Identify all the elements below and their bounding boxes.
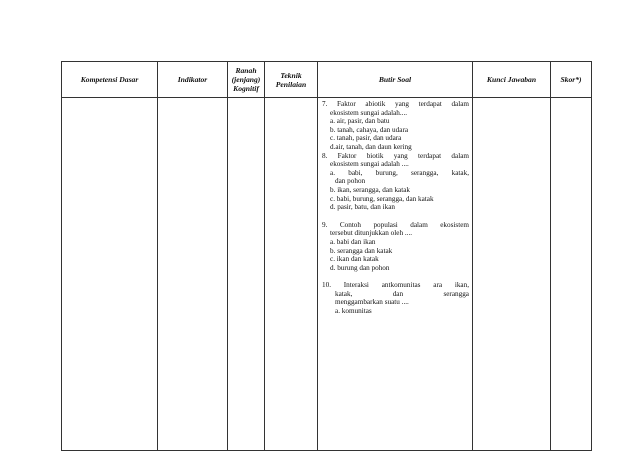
question-10 <box>322 281 469 315</box>
cell-kunci-jawaban <box>473 98 551 451</box>
spacer <box>322 272 469 281</box>
header-teknik-line-1: Teknik <box>280 70 302 80</box>
question-stem: 8. Faktor biotik yang terdapat dalam <box>322 151 469 160</box>
header-kompetensi-dasar: Kompetensi Dasar <box>62 62 158 98</box>
answer-option: c. babi, burung, serangga, dan katak <box>330 194 434 203</box>
header-ranah <box>228 62 265 98</box>
answer-option: b. serangga dan katak <box>330 246 393 255</box>
answer-option: d. burung dan pohon <box>330 263 390 272</box>
answer-option: b. ikan, serangga, dan katak <box>330 185 411 194</box>
answer-option: dan pohon <box>335 177 366 186</box>
header-teknik-penilaian <box>265 62 318 98</box>
table-row <box>62 98 592 451</box>
header-teknik-line-2: Penilaian <box>275 79 307 89</box>
question-stem: 9. Contoh populasi dalam ekosistem <box>322 220 469 229</box>
answer-option: b. tanah, cahaya, dan udara <box>330 125 409 134</box>
answer-option: c. tanah, pasir, dan udara <box>330 134 402 143</box>
header-butir-soal: Butir Soal <box>318 62 473 98</box>
cell-skor <box>551 98 592 451</box>
answer-option: d. pasir, batu, dan ikan <box>330 203 395 212</box>
answer-option: a. babi, burung, serangga, katak, <box>330 168 469 177</box>
question-7 <box>322 100 469 152</box>
question-stem: menggambarkan suatu .... <box>335 298 409 307</box>
header-ranah-line-3: Kognitif <box>233 84 259 93</box>
cell-teknik-penilaian <box>265 98 318 451</box>
answer-option: c. ikan dan katak <box>330 255 379 264</box>
question-stem: ekosistem sungai adalah .... <box>330 160 409 169</box>
answer-option: a. babi dan ikan <box>330 237 376 246</box>
header-kunci-jawaban: Kunci Jawaban <box>473 62 551 98</box>
header-ranah-line-2: (jenjang) <box>231 75 261 84</box>
header-indikator: Indikator <box>158 62 228 98</box>
header-skor: Skor*) <box>551 62 592 98</box>
cell-butir-soal <box>318 98 473 451</box>
question-stem: tersebut ditunjukkan oleh .... <box>330 229 413 238</box>
question-9 <box>322 221 469 273</box>
cell-indikator <box>158 98 228 451</box>
question-stem: 7. Faktor abiotik yang terdapat dalam <box>322 100 469 108</box>
assessment-grid-table <box>61 61 592 451</box>
question-stem: katak, dan serangga <box>335 289 469 298</box>
question-8 <box>322 152 469 212</box>
answer-option: a. air, pasir, dan batu <box>330 117 390 126</box>
cell-kompetensi-dasar <box>62 98 158 451</box>
question-stem: ekosistem sungai adalah.... <box>330 108 408 117</box>
header-row <box>62 62 592 98</box>
answer-option: a. komunitas <box>335 307 372 316</box>
question-stem: 10. Interaksi antkomunitas ara ikan, <box>322 281 469 290</box>
cell-ranah <box>228 98 265 451</box>
spacer <box>322 212 469 221</box>
header-ranah-line-1: Ranah <box>235 66 257 75</box>
answer-option: d.air, tanah, dan daun kering <box>330 142 412 151</box>
